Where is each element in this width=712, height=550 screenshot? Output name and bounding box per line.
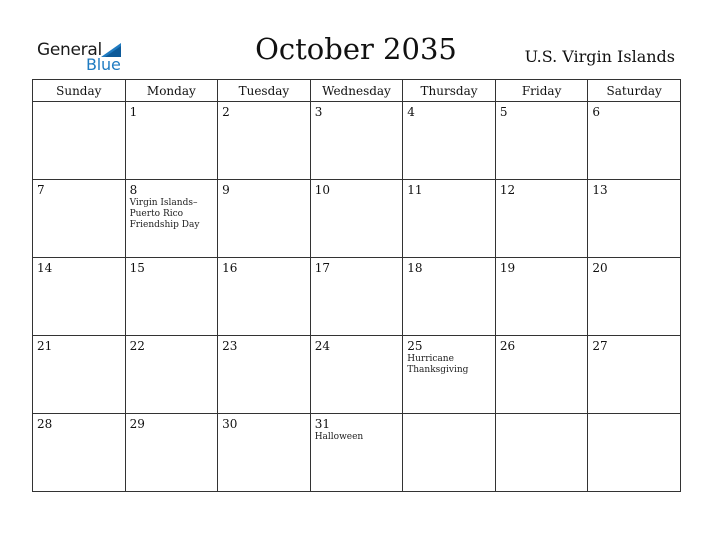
day-cell [310, 180, 403, 258]
day-cell [218, 258, 311, 336]
day-number: 22 [129, 339, 145, 353]
day-cell [218, 414, 311, 492]
day-number: 18 [407, 261, 423, 275]
day-cell [403, 102, 496, 180]
day-number: 15 [129, 261, 145, 275]
day-cell [495, 336, 588, 414]
holiday-label: Hurricane Thanksgiving [407, 354, 469, 375]
day-number: 13 [592, 183, 608, 197]
day-cell [588, 414, 681, 492]
day-number: 10 [314, 183, 330, 197]
day-number: 1 [129, 105, 138, 119]
day-number: 4 [407, 105, 415, 119]
day-cell [125, 102, 218, 180]
weekday-header: Wednesday [310, 80, 403, 102]
day-number: 11 [407, 183, 423, 197]
day-number: 29 [129, 417, 145, 431]
day-number: 28 [37, 417, 53, 431]
day-number: 30 [222, 417, 238, 431]
day-cell [588, 180, 681, 258]
day-number: 17 [314, 261, 330, 275]
day-cell [125, 336, 218, 414]
day-number: 14 [37, 261, 53, 275]
day-number: 8 [129, 183, 138, 197]
day-number: 20 [592, 261, 608, 275]
day-number: 2 [222, 105, 230, 119]
logo-word-general: General [37, 40, 102, 60]
day-number: 6 [592, 105, 601, 119]
day-number: 7 [37, 183, 45, 197]
week-row [33, 102, 681, 180]
weekday-header: Thursday [403, 80, 496, 102]
week-row [33, 180, 681, 258]
weekday-header: Friday [495, 80, 588, 102]
weekday-header-row [33, 80, 681, 102]
day-cell [495, 102, 588, 180]
day-cell [125, 414, 218, 492]
day-cell [588, 102, 681, 180]
day-cell [403, 180, 496, 258]
day-number: 31 [314, 417, 330, 431]
day-number: 21 [37, 339, 53, 353]
day-cell [310, 336, 403, 414]
day-cell [310, 414, 403, 492]
day-number: 3 [314, 105, 323, 119]
day-cell [33, 414, 126, 492]
day-cell [218, 180, 311, 258]
holiday-label: Virgin Islands–Puerto Rico Friendship Day [129, 198, 200, 230]
logo-word-blue: Blue [86, 55, 121, 74]
day-number: 12 [499, 183, 516, 197]
day-cell [495, 414, 588, 492]
day-cell [33, 102, 126, 180]
day-number [403, 414, 495, 417]
region-label: U.S. Virgin Islands [524, 47, 675, 66]
day-cell [33, 258, 126, 336]
day-cell [403, 258, 496, 336]
day-number: 9 [222, 183, 230, 197]
weekday-header: Monday [125, 80, 218, 102]
day-cell [125, 258, 218, 336]
day-number: 19 [499, 261, 516, 275]
month-calendar-grid [32, 79, 681, 492]
day-cell [125, 180, 218, 258]
calendar-title: October 2035 [255, 32, 457, 66]
weekday-header: Sunday [33, 80, 126, 102]
day-cell [588, 258, 681, 336]
week-row [33, 258, 681, 336]
day-cell [33, 180, 126, 258]
day-cell [403, 414, 496, 492]
day-number [33, 102, 125, 105]
day-number: 25 [407, 339, 423, 353]
holiday-label: Halloween [314, 432, 364, 442]
day-number [496, 414, 588, 417]
day-cell [495, 258, 588, 336]
day-cell [218, 336, 311, 414]
day-cell [310, 258, 403, 336]
day-number: 27 [592, 339, 608, 353]
day-cell [403, 336, 496, 414]
day-number: 26 [499, 339, 516, 353]
weekday-header: Saturday [588, 80, 681, 102]
day-number: 5 [499, 105, 508, 119]
day-number: 16 [222, 261, 238, 275]
day-number: 24 [314, 339, 330, 353]
day-number: 23 [222, 339, 238, 353]
day-cell [218, 102, 311, 180]
day-cell [310, 102, 403, 180]
day-cell [33, 336, 126, 414]
day-number [588, 414, 680, 417]
week-row [33, 336, 681, 414]
week-row [33, 414, 681, 492]
weekday-header: Tuesday [218, 80, 311, 102]
day-cell [495, 180, 588, 258]
day-cell [588, 336, 681, 414]
